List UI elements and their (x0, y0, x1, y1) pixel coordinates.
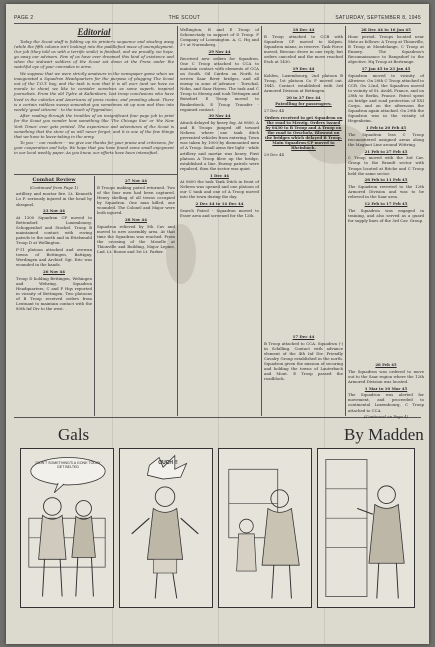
text-block: 28 Feb to 11 Feb 45 (364, 177, 408, 183)
text-block: Troop D holding Bettingen, Wehingen and Wehring. Squadron Headquarters, C and F Hqs reported in vicinity of Bettingen. Two platoons of B Troop received orders from Leutnant to maintain contact with the 80th Inf Div to the west. (16, 275, 92, 312)
text-block: Squadron moved to vicinity of Altwiese. On 20th C Troop attached to CCR. On 22nd, the Squadron moved to vicinity of St. Avold, France, and on 28th to Berlin, France. Patrol spent on bridge and road protection of XXI Corps, and on the afternoon the Squadron again attacked. On 29th the Squadron was in the vicinity of Hegenheim. (348, 72, 424, 124)
text-block: 27 Nov 44 (125, 178, 147, 183)
text-block: 27 Dec 44 (264, 107, 284, 113)
issue-date: SATURDAY, SEPTEMBER 8, 1945 (335, 15, 421, 21)
speech-bubble-2: OUCH !! (158, 460, 178, 466)
text-block: 29 Dec 44 (264, 151, 284, 157)
comic-drawing-3 (219, 449, 311, 607)
comic-drawing-1 (21, 449, 113, 607)
comic-panel-2 (119, 448, 213, 608)
column-4-top (348, 27, 424, 357)
text-block: Search Patrol - Squadron moved to Esser area and screened for the 12th. (180, 207, 259, 218)
text-block: Received new orders for Squadron. One C Troop attached to CCA to maintain contact with elements of CCA on South. Oil Carden on North to screen Saar River bridges, and all enemy in zone of advance - Torschal, Nohn, and Saar Haven. The task and C Troop to Merzig and took Tettingen and Butzdorf. E Troop moved to Bunkerbeck. E Troop Transfer - regained contact. (180, 55, 259, 112)
text-block: (Continued from Page 1) (29, 184, 79, 190)
text-block: Patrolling for passengers. (275, 101, 332, 107)
text-block: 1 Mar to 10 Mar 45 (364, 385, 408, 391)
comic-panel-3 (218, 448, 312, 608)
newspaper-page (6, 4, 429, 644)
comic-title: Gals (58, 425, 90, 444)
text-block: 1 Feb to 20 Feb 45 (365, 125, 407, 131)
text-block: 28 Dec 44 to 16 Jan 45 (361, 27, 411, 32)
combat-review-column (16, 178, 92, 416)
column-3-bottom (264, 334, 343, 416)
text-block: 17 Jan 45 to 23 Jan 45 (361, 65, 411, 71)
text-block: B Troop attached to CCB with Squadron CP moved to Kolpen. Squadron minus, in reserve. Task Force moved, Bivouac drove in one reply, but orders canceled and the move reached Esch at 1430. (264, 33, 343, 65)
text-block: The Squadron reverted to the 12th Armored Division and was to be relieved in the Saar area. (348, 183, 424, 200)
text-block: Squadron relieved by 5th Cav and moved to new assembly area. At that time the Squadron was reached. From the crossing of the Moselle at Thionville and Building, Major Lepine, Lnd. Lt. Boone and 1st Lt. Parker. (97, 223, 175, 254)
text-block: The Squadron was alerted for movement, and proceeded to continental Luxembourg, C Troop attached to CCA. (348, 392, 424, 413)
comic-drawing-4 (318, 449, 414, 607)
text-block: 19 Dec 44 (292, 65, 315, 71)
column-2-top (180, 27, 259, 253)
column-2-bottom (97, 178, 175, 416)
column-3-top (264, 27, 343, 327)
text-block: F-11 platoon attacked and overran towns of Bettingen, Battigny, Werdingen and Archief. Sgt. Eric was wounded in the hands. (16, 247, 92, 268)
text-block: 12 Feb to 17 Feb 45 (364, 200, 408, 206)
comic-panel-1 (20, 448, 114, 608)
text-block: C Troop moved with the 3rd Cav. Group to the Brandt sector with Troops located at Bitche and C Troop held the same sector. (348, 155, 424, 176)
text-block: 2 Dec 44 to 14 Dec 44 (195, 201, 244, 207)
paper-name: THE SCOUT (168, 15, 201, 21)
text-block: Kohlen, Luxembourg, 2nd platoon B Troop, 1st platoon Co F moved out. 1845. Contact established with 3rd Armored Division at Bettingen. (264, 72, 343, 93)
text-block: 20 to 27 Dec 44 (286, 94, 321, 100)
text-block: 21 Feb to 27 Feb 45 (364, 148, 408, 154)
text-block: 30 Nov 44 (208, 113, 231, 119)
text-block: The Squadron was engaged in training, and also served as a guard for supply lines of the 3rd Cav. Group. (348, 207, 424, 223)
text-block: Wellington, B and E Troop of Schenectady in support of D Troop. F Company of Loomington. A, C, Hq and 3+ at Nuremberg. (180, 27, 259, 48)
speech-bubble-1: DIDN'T SOMETHING'S A GONE TODAY GET BELTED (35, 461, 101, 470)
text-block: The Squadron less C Troop reconnoitered assigned areas along the Maginot Line around Wittring. (348, 131, 424, 147)
comic-panel-4 (317, 448, 415, 608)
text-block: B Troops making patrol returned. Two of the four men had been captured. Heavy shelling of all towns occupied by Squadron. One man killed, one wounded. The Colonel and Major were both injured. (97, 184, 175, 216)
text-block: The Squadron was ordered to move out to the Saar region where the 12th Armored Division was located. (348, 368, 424, 384)
editorial-paragraph: Today the Scout staff is folding up its printer's sequence and stealing away (while the fifth column isn't looking) into the paddlefoot maze of unemployment. Our job (they told us with a terrific smile) is finished, and we proudly, we hope, go away our advisors. Few of us have ever dreamed this kind of existence and when the stalwart soldiers of the Scout sat down at the Press under the watchful eye of your comrades in arms. (14, 39, 174, 70)
text-block: 26 Nov 44 (43, 269, 65, 275)
text-block: 28 Feb 45 (375, 362, 397, 367)
editorial-paragraph: After reading through the troubles of an insignificant four page job to print for the Scout you wonder how something like 'The Chicago Sun' or 'the New York Times' ever gets printed. The experience and adventures of the Scout is something that the store of us will never forget; and it is one of the few things that we have to leave-taking in the army. (14, 113, 174, 139)
text-block: Orders received to get Squadron on the road to Merzig. Orders issued by 0430 to B Troop and A Troop on the road to Orscholz. Blowout on the bridges which delayed B Troop. Main Squadron CP moved to Rheinbach. (264, 114, 343, 151)
text-block: Hour period. Troops located near Metz as follows: A Troop at Thionville, B Troop at Mondelange, C Troop at Ennery. The Squadron's Reconnaissance to Rangsdorf to the objective. Hq Troop at Bertrange. (348, 33, 424, 65)
text-block: Attack delayed by heavy fog. At 0800, A and B Troops jumped off toward Nehren where one tank ditch prevented vehicles from entering. Town was taken by 1000 by dismounted men of A Troop. Small arms fire light - while artillery and mortar was heavy. First platoon A Troop blew up the bridge, established a line. Enemy patrols were repulsed, then the sector was quiet. (180, 119, 259, 171)
text-block: 17 Dec 44 (292, 334, 315, 339)
text-block: 28 Nov 44 (125, 216, 147, 222)
text-block: artillery and mortar fire. Lt. Kenneth Lo F. seriously injured in the head by shrapnel. (16, 191, 92, 207)
editorial-title: Editorial (77, 27, 111, 37)
editorial-paragraph: We suppose that we were strictly amateurs in the newspaper game when we inaugurated a Squadron Headquarters for the purpose of plugging The Scout out of the T.O.T. bay, and the task is now that it is all over (and we have no morale to show) we like to consider ourselves as some superb, inspired journalists. From the old Tydre at Kaltenborn, last troop conclusions who have lived in the cubicles and Americans of press rooms, and prowling about. There is a certain ruthless sweep somewhat you sometimes sit up now and then into weekly 'good citizens' - to the touch of Pygmalion. (14, 71, 174, 112)
text-block: B Troop attached to CCA. Squadron (-) in Schilling. Contact with advance element of the 4th Inf Div. Friendly Cavalry Group established in the north. Squadron given the mission of securing and holding the towns of Lauterbach and Mont. E Troop passed the roadblock. (264, 340, 343, 382)
text-block: At 0600 the task Tank Ditch in front of Nehren was opened and one platoon of our C tank and one of A Troop moved into the town during the day. (180, 179, 259, 200)
editorial-body (14, 39, 174, 172)
page-number: PAGE 2 (14, 15, 34, 21)
comic-byline: By Madden (344, 425, 424, 444)
editorial-paragraph: To you - - our readers - - we give our thanks for your praise and criticisms, for your cooperation and help. We hope that you have found some small enjoyment in our local weekly paper. As you know, our efforts have been intensified. (14, 140, 174, 156)
continued-note: (Continued on Page 4) (363, 414, 409, 420)
column-4-bottom (348, 362, 424, 420)
text-block: 1 Dec 44 (209, 172, 230, 178)
masthead (14, 12, 421, 24)
text-block: 23 Nov 44 (43, 208, 65, 214)
combat-review-title: Combat Review (32, 177, 76, 183)
text-block: At 1300 Squadron CP moved to Bettendorf. Luxembourg. Schoppenhof and Stockel. Troop B maintained contact with roving patrols to the north and in Ettelsmuhl Troop D at Wellington. (16, 214, 92, 246)
text-block: 18 Dec 44 (292, 27, 315, 32)
text-block: 29 Nov 44 (208, 48, 231, 54)
comic-drawing-2 (120, 449, 212, 607)
